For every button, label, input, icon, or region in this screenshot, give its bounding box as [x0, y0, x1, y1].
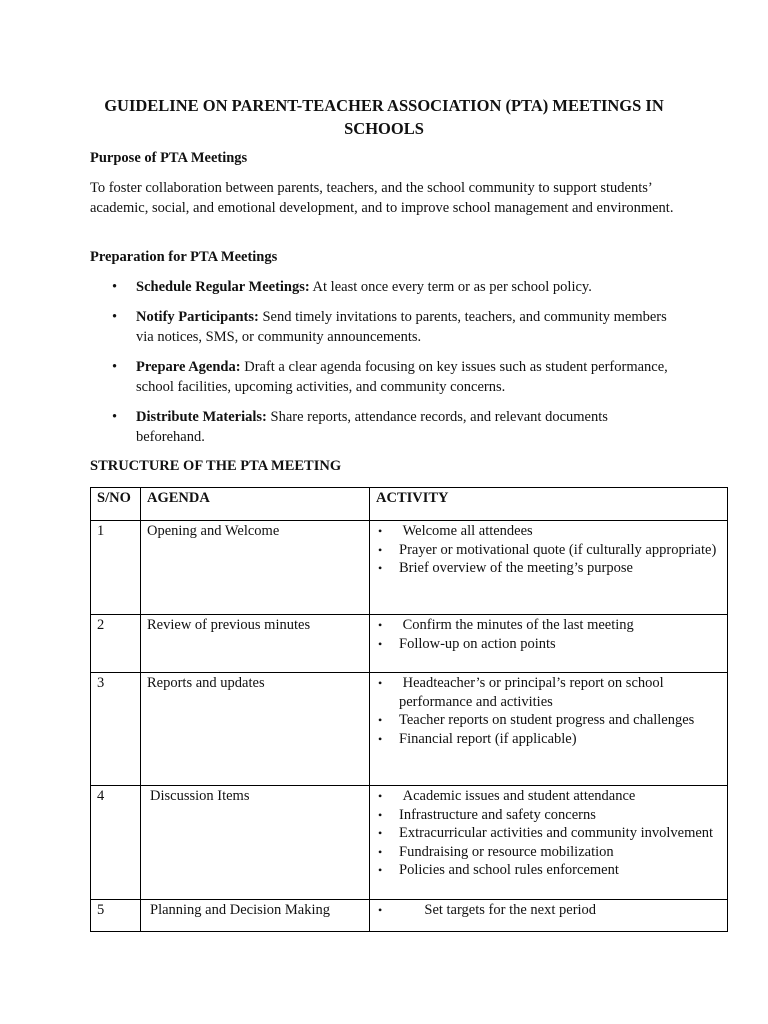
preparation-list — [90, 277, 680, 457]
cell-sno: 3 — [91, 673, 141, 786]
bullet-icon: • — [378, 561, 383, 575]
activity-text: Financial report (if applicable) — [399, 730, 577, 747]
activity-item — [376, 730, 721, 749]
activity-text: Welcome all attendees — [399, 523, 533, 539]
preparation-item-label: Schedule Regular Meetings: — [136, 279, 310, 295]
bullet-icon: • — [378, 542, 383, 557]
cell-activity — [370, 521, 728, 615]
bullet-icon: • — [112, 309, 118, 325]
cell-agenda: Planning and Decision Making — [141, 900, 370, 932]
cell-sno: 5 — [91, 900, 141, 932]
bullet-icon: • — [378, 524, 383, 538]
preparation-item — [90, 277, 680, 297]
activity-item — [376, 559, 721, 578]
bullet-icon: • — [378, 636, 383, 651]
preparation-item-text: Draft a clear agenda focusing on key issues such as student performance, school facilities, upcoming activities, and community concerns. — [136, 359, 668, 395]
preparation-item-text: At least once every term or as per school policy. — [309, 279, 592, 295]
activity-list — [376, 674, 721, 748]
bullet-icon: • — [378, 807, 383, 822]
activity-text: Prayer or motivational quote (if culturally appropriate) — [399, 541, 717, 558]
bullet-icon: • — [378, 731, 383, 746]
activity-list — [376, 616, 721, 653]
activity-item — [376, 522, 721, 541]
preparation-item — [90, 307, 680, 347]
cell-activity — [370, 786, 728, 900]
preparation-item — [90, 357, 680, 397]
cell-sno: 4 — [91, 786, 141, 900]
bullet-icon: • — [378, 844, 383, 859]
activity-item — [376, 635, 721, 654]
cell-agenda: Opening and Welcome — [141, 521, 370, 615]
bullet-icon: • — [378, 713, 383, 727]
preparation-item-label: Distribute Materials: — [136, 409, 267, 425]
column-header-activity: ACTIVITY — [370, 488, 728, 521]
activity-item — [376, 843, 721, 862]
preparation-item-label: Notify Participants: — [136, 309, 259, 325]
bullet-icon: • — [378, 826, 383, 840]
table-header-row — [91, 488, 728, 521]
activity-item — [376, 824, 721, 843]
activity-item — [376, 711, 721, 730]
table-row — [91, 900, 728, 932]
activity-item — [376, 861, 721, 880]
structure-heading: STRUCTURE OF THE PTA MEETING — [90, 458, 342, 474]
cell-agenda: Review of previous minutes — [141, 615, 370, 673]
bullet-icon: • — [112, 409, 118, 425]
activity-text: Fundraising or resource mobilization — [399, 843, 614, 860]
preparation-item — [90, 407, 680, 447]
activity-text: Teacher reports on student progress and challenges — [399, 712, 695, 728]
cell-agenda: Discussion Items — [141, 786, 370, 900]
cell-activity — [370, 900, 728, 932]
table-row — [91, 615, 728, 673]
activity-text: Brief overview of the meeting’s purpose — [399, 560, 633, 576]
table-row — [91, 521, 728, 615]
activity-text: Extracurricular activities and community involvement — [399, 825, 714, 841]
preparation-item-label: Prepare Agenda: — [136, 359, 241, 375]
table-row — [91, 786, 728, 900]
activity-item — [376, 901, 721, 920]
column-header-agenda: AGENDA — [141, 488, 370, 521]
purpose-heading: Purpose of PTA Meetings — [90, 150, 248, 166]
activity-text: Policies and school rules enforcement — [399, 862, 619, 878]
preparation-heading: Preparation for PTA Meetings — [90, 249, 278, 265]
activity-text: Follow-up on action points — [399, 635, 556, 652]
activity-text: Confirm the minutes of the last meeting — [399, 617, 634, 633]
bullet-icon: • — [112, 279, 118, 295]
activity-text: Headteacher’s or principal’s report on school performance and activities — [399, 675, 668, 710]
activity-list — [376, 787, 721, 880]
bullet-icon: • — [378, 676, 383, 690]
bullet-icon: • — [378, 903, 383, 917]
activity-item — [376, 616, 721, 635]
preparation-item-text: Share reports, attendance records, and relevant documents beforehand. — [136, 409, 608, 445]
activity-list — [376, 522, 721, 578]
purpose-paragraph: To foster collaboration between parents, teachers, and the school community to support students’ academic, social, and emotional development, and to improve school management and environment. — [90, 180, 674, 216]
bullet-icon: • — [378, 618, 383, 632]
activity-item — [376, 806, 721, 825]
activity-item — [376, 674, 721, 711]
cell-agenda: Reports and updates — [141, 673, 370, 786]
activity-text: Academic issues and student attendance — [399, 788, 636, 804]
activity-text: Infrastructure and safety concerns — [399, 806, 596, 823]
activity-list — [376, 901, 721, 920]
bullet-icon: • — [378, 789, 383, 803]
cell-sno: 1 — [91, 521, 141, 615]
cell-sno: 2 — [91, 615, 141, 673]
preparation-item-text: Send timely invitations to parents, teachers, and community members via notices, SMS, or community announcements. — [136, 309, 667, 345]
activity-item — [376, 787, 721, 806]
document-title: GUIDELINE ON PARENT-TEACHER ASSOCIATION (PTA) MEETINGS IN SCHOOLS — [104, 96, 664, 138]
activity-text: Set targets for the next period — [399, 902, 597, 918]
bullet-icon: • — [112, 359, 118, 375]
meeting-structure-table — [90, 487, 728, 932]
table-row — [91, 673, 728, 786]
cell-activity — [370, 615, 728, 673]
activity-item — [376, 541, 721, 560]
column-header-sno: S/NO — [91, 488, 141, 521]
cell-activity — [370, 673, 728, 786]
bullet-icon: • — [378, 863, 383, 877]
